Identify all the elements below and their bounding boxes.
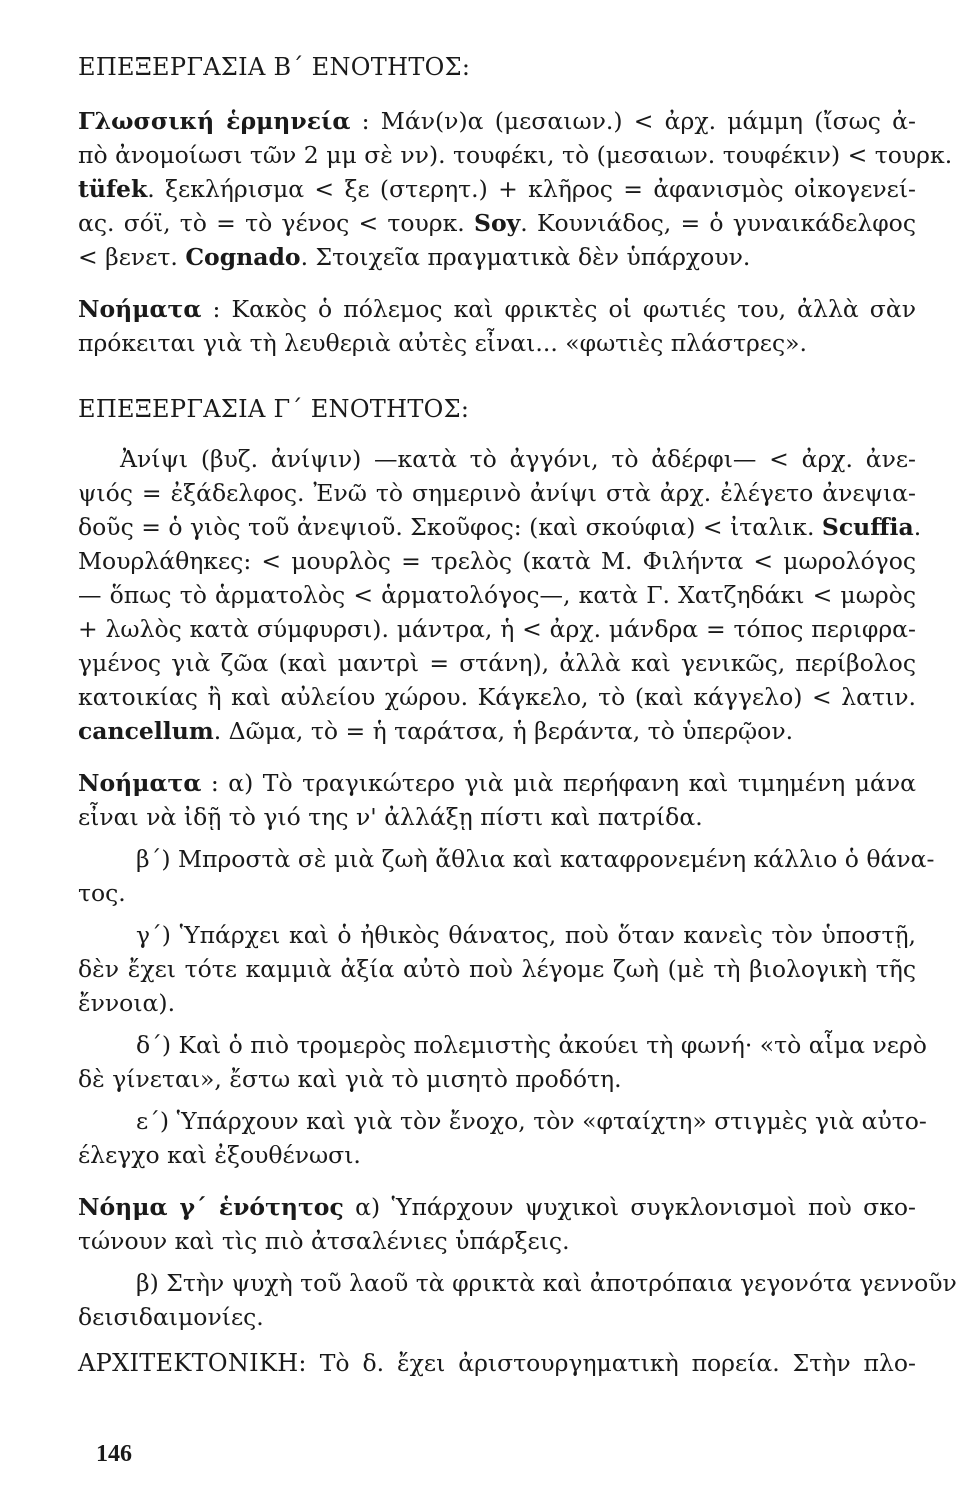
gloss-line-3: [78, 172, 916, 206]
section-c-line-7: γμένος γιὰ ζῶα (καὶ μαντρὶ = στάνη), ἀλλὰ καὶ γενικῶς, περίβολος: [78, 649, 916, 677]
noimata-c-a-line-1: [78, 766, 916, 800]
gloss-line-4: [78, 206, 916, 240]
noima-g-a-line-1: [78, 1190, 916, 1224]
book-page: [78, 46, 957, 1486]
section-b-heading: ΕΠΕΞΕΡΓΑΣΙΑ Β΄ ΕΝΟΤΗΤΟΣ:: [78, 53, 471, 81]
section-c-line-9: [78, 714, 916, 748]
architektoniki-label: ΑΡΧΙΤΕΚΤΟΝΙΚΗ:: [78, 1349, 307, 1377]
noima-g-b-line-2: δεισιδαιμονίες.: [78, 1303, 264, 1331]
term-tufek: tüfek: [78, 175, 148, 203]
noimata-c-d-line-1: δ΄) Καὶ ὁ πιὸ τρομερὸς πολεμιστὴς ἀκούει τὴ φωνή· «τὸ αἷμα νερὸ: [136, 1031, 927, 1059]
term-cognado: Cognado: [185, 243, 301, 271]
noimata-c-b-line-1: β΄) Μπροστὰ σὲ μιὰ ζωὴ ἄθλια καὶ καταφρονεμένη κάλλιο ὁ θάνα-: [136, 845, 935, 873]
gloss-line-5: [78, 240, 916, 274]
noimata-c-e-line-1: ε΄) Ὑπάρχουν καὶ γιὰ τὸν ἔνοχο, τὸν «φταίχτη» στιγμὲς γιὰ αὐτο-: [136, 1107, 927, 1135]
noimata-c-c-line-3: ἔννοια).: [78, 989, 176, 1017]
section-c-line-6: + λωλὸς κατὰ σύμφυρσι). μάντρα, ἡ < ἀρχ. μάνδρα = τόπος περιφρα-: [78, 615, 916, 643]
section-c-line-3: [78, 510, 922, 544]
section-c-line-2: ψιός = ἐξάδελφος. Ἐνῶ τὸ σημερινὸ ἀνίψι στὰ ἀρχ. ἐλέγετο ἀνεψια-: [78, 479, 916, 507]
noimata-c-d-line-2: δὲ γίνεται», ἔστω καὶ γιὰ τὸ μισητὸ προδότη.: [78, 1065, 622, 1093]
section-c-heading: ΕΠΕΞΕΡΓΑΣΙΑ Γ΄ ΕΝΟΤΗΤΟΣ:: [78, 395, 470, 423]
architektoniki-line: [78, 1346, 916, 1380]
term-cancellum: cancellum: [78, 717, 214, 745]
noimata-label: Νοήματα: [78, 295, 202, 323]
gloss-text: . ξεκλήρισμα < ξε (στερητ.) + κλῆρος = ἀφανισμὸς οἰκογενεί-: [147, 175, 916, 203]
noimata-c-c-line-2: δὲν ἔχει τότε καμμιὰ ἀξία αὐτὸ ποὺ λέγομε ζωὴ (μὲ τὴ βιολογικὴ τῆς: [78, 955, 916, 983]
noima-g-b-line-1: β) Στὴν ψυχὴ τοῦ λαοῦ τὰ φρικτὰ καὶ ἀποτρόπαια γεγονότα γεννοῦν: [136, 1269, 957, 1297]
section-c-line-4: Μουρλάθηκες: < μουρλὸς = τρελὸς (κατὰ Μ. Φιλήντα < μωρολόγος: [78, 547, 916, 575]
section-c-text: .: [913, 513, 922, 541]
term-scuffia: Scuffia: [821, 513, 914, 541]
noima-g-label: Νόημα γ΄ ἑνότητος: [78, 1193, 344, 1221]
page-number: 146: [96, 1441, 132, 1467]
architektoniki-text: Τὸ δ. ἔχει ἀριστουργηματικὴ πορεία. Στὴν πλο-: [306, 1349, 916, 1377]
section-c-line-5: — ὅπως τὸ ἁρματολὸς < ἁρματολόγος—, κατὰ Γ. Χατζηδάκι < μωρὸς: [78, 581, 916, 609]
section-c-text: . Δῶμα, τὸ = ἡ ταράτσα, ἡ βεράντα, τὸ ὑπερῷον.: [213, 717, 794, 745]
noimata-c-e-line-2: έλεγχο καὶ ἐξουθένωσι.: [78, 1141, 361, 1169]
gloss-line-1: [78, 104, 916, 138]
noimata-b-line-1: [78, 292, 916, 326]
noima-g-text: α) Ὑπάρχουν ψυχικοὶ συγκλονισμοὶ ποὺ σκο-: [343, 1193, 916, 1221]
noima-g-a-line-2: τώνουν καὶ τὶς πιὸ ἀτσαλένιες ὑπάρξεις.: [78, 1227, 570, 1255]
noimata-c-a-line-2: εἶναι νὰ ἰδῇ τὸ γιό της ν' ἀλλάξῃ πίστι καὶ πατρίδα.: [78, 803, 703, 831]
gloss-text: . Κουνιάδος, = ὁ γυναικάδελφος: [520, 209, 916, 237]
section-c-line-8: κατοικίας ἢ καὶ αὐλείου χώρου. Κάγκελο, τὸ (καὶ κάγγελο) < λατιν.: [78, 683, 916, 711]
term-soy: Soy: [473, 209, 521, 237]
gloss-text: . Στοιχεῖα πραγματικὰ δὲν ὑπάρχουν.: [300, 243, 751, 271]
gloss-line-2: πὸ ἀνομοίωσι τῶν 2 μμ σὲ νν). τουφέκι, τὸ (μεσαιων. τουφέκιν) < τουρκ.: [78, 141, 953, 169]
gloss-label: Γλωσσική ἑρμηνεία: [78, 107, 351, 135]
gloss-text: : Μάν(ν)α (μεσαιων.) < ἀρχ. μάμμη (ἴσως ἀ-: [350, 107, 916, 135]
noimata-b-line-2: πρόκειται γιὰ τὴ λευθεριὰ αὐτὲς εἶναι... «φωτιὲς πλάστρες».: [78, 329, 807, 357]
noimata-label: Νοήματα: [78, 769, 202, 797]
noimata-text: : Κακὸς ὁ πόλεμος καὶ φρικτὲς οἱ φωτιές του, ἀλλὰ σὰν: [201, 295, 916, 323]
noimata-c-c-line-1: γ΄) Ὑπάρχει καὶ ὁ ἠθικὸς θάνατος, ποὺ ὅταν κανεὶς τὸν ὑποστῇ,: [136, 921, 916, 949]
noimata-c-b-line-2: τος.: [78, 879, 126, 907]
section-c-text: δοῦς = ὁ γιὸς τοῦ ἀνεψιοῦ. Σκοῦφος: (καὶ σκούφια) < ἰταλικ.: [78, 513, 822, 541]
gloss-text: ας. σόϊ, τὸ = τὸ γένος < τουρκ.: [78, 209, 474, 237]
gloss-text: < βενετ.: [78, 243, 186, 271]
section-c-line-1: Ἀνίψι (βυζ. ἀνίψιν) —κατὰ τὸ ἀγγόνι, τὸ ἀδέρφι— < ἀρχ. ἀνε-: [120, 445, 916, 473]
noimata-text: : α) Τὸ τραγικώτερο γιὰ μιὰ περήφανη καὶ τιμημένη μάνα: [201, 769, 916, 797]
